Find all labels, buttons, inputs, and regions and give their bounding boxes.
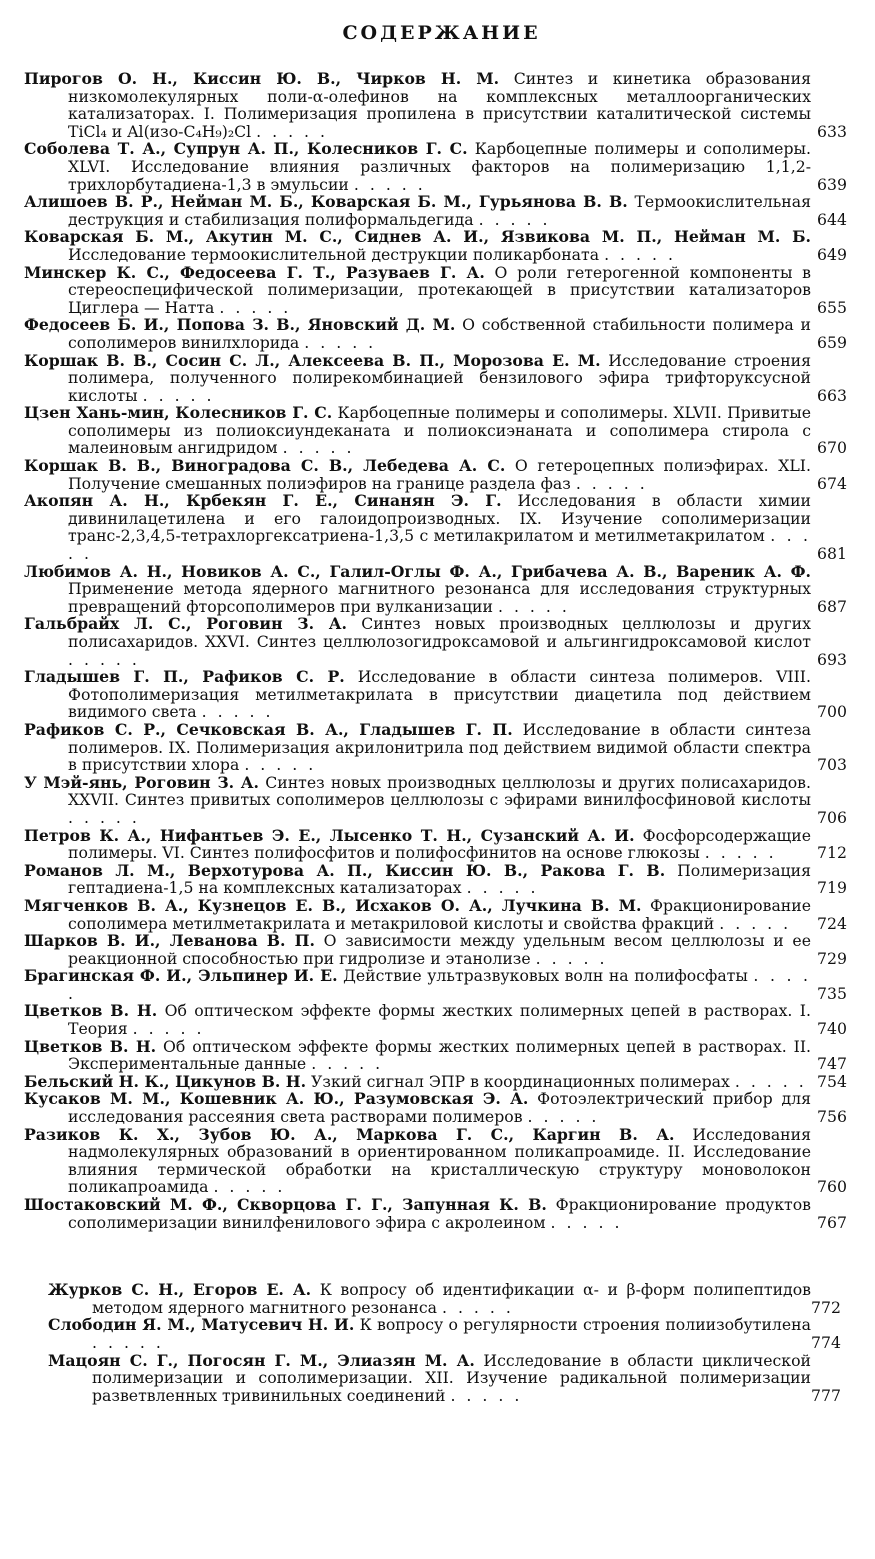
toc-leader-dots: . . . . . <box>68 526 811 564</box>
toc-entry-text <box>48 1352 811 1405</box>
toc-authors: Гальбрайх Л. С., Роговин З. А. <box>24 614 347 634</box>
toc-leader-dots: . . . . . <box>132 1019 205 1039</box>
toc-entry[interactable] <box>0 721 875 774</box>
toc-authors: Коварская Б. М., Акутин М. С., Сиднев А. И., Язвикова М. П., Нейман М. Б. <box>24 227 811 247</box>
toc-entry[interactable] <box>0 70 875 140</box>
toc-authors: У Мэй-янь, Роговин З. А. <box>24 772 260 792</box>
toc-article-title: Исследование в области синтеза полимеров. IX. Полимеризация акрилонитрила под действием видимой области спектра в присутствии хлора <box>68 719 811 775</box>
toc-leader-dots: . . . . . <box>201 702 274 722</box>
toc-article-title: Исследование строения полимера, полученного полирекомбинацией бензилового эфира трифторуксусной кислоты <box>68 350 811 405</box>
toc-page-number: 674 <box>817 473 847 493</box>
toc-entry[interactable] <box>0 1038 875 1073</box>
toc-entry[interactable] <box>0 140 875 193</box>
toc-entry-text <box>24 862 811 897</box>
toc-page-number: 712 <box>817 843 847 863</box>
toc-page-number: 767 <box>817 1212 847 1232</box>
toc-authors: Петров К. А., Нифантьев Э. Е., Лысенко Т. Н., Сузанский А. И. <box>24 825 635 845</box>
toc-authors: Бельский Н. К., Цикунов В. Н. <box>24 1071 307 1091</box>
toc-article-title: О зависимости между удельным весом целлюлозы и ее реакционной способностью при гидролизе и этанолизе <box>68 931 811 968</box>
toc-entry[interactable] <box>0 932 875 967</box>
toc-entry[interactable] <box>0 1073 875 1091</box>
toc-authors: Разиков К. Х., Зубов Ю. А., Маркова Г. С., Каргин В. А. <box>24 1124 675 1144</box>
toc-page-number: 774 <box>811 1332 841 1352</box>
toc-entry[interactable] <box>0 1316 875 1351</box>
toc-authors: Цветков В. Н. <box>24 1001 158 1021</box>
toc-entry-text <box>48 1316 811 1351</box>
toc-entry-text <box>48 1281 811 1316</box>
toc-entry[interactable] <box>0 1090 875 1125</box>
toc-entry-text <box>24 721 811 774</box>
toc-entry[interactable] <box>0 264 875 317</box>
toc-page-number: 706 <box>817 807 847 827</box>
toc-entry[interactable] <box>0 316 875 351</box>
toc-entry-text <box>24 404 811 457</box>
toc-page-number: 681 <box>817 544 847 564</box>
toc-leader-dots: . . . . . <box>575 473 648 493</box>
toc-leader-dots: . . . . . <box>466 878 539 898</box>
toc-page-number: 644 <box>817 209 847 229</box>
toc-article-title: О роли гетерогенной компоненты в стереоспецифической полимеризации, протекающей в присутствии катализаторов Циглера — Натта <box>68 262 812 317</box>
toc-leader-dots: . . . . . <box>450 1385 523 1405</box>
toc-leader-dots: . . . . . <box>219 297 292 317</box>
toc-page-number: 754 <box>817 1071 847 1091</box>
toc-page-number: 703 <box>817 755 847 775</box>
toc-entry[interactable] <box>0 228 875 263</box>
toc-leader-dots: . . . . . <box>213 1177 286 1197</box>
toc-authors: Алишоев В. Р., Нейман М. Б., Коварская Б. М., Гурьянова В. В. <box>24 192 628 212</box>
toc-page-number: 670 <box>817 438 847 458</box>
toc-authors: Коршак В. В., Сосин С. Л., Алексеева В. П., Морозова Е. М. <box>24 350 601 370</box>
toc-page-number: 756 <box>817 1107 847 1127</box>
toc-authors: Рафиков С. Р., Сечковская В. А., Гладышев Г. П. <box>24 719 513 739</box>
toc-authors: Акопян А. Н., Крбекян Г. Е., Синанян Э. Г. <box>24 491 502 511</box>
toc-article-title: Фракционирование сополимера метилметакрилата и метакриловой кислоты и свойства фракций <box>68 895 811 933</box>
toc-article-title: О собственной стабильности полимера и сополимеров винилхлорида <box>68 315 811 352</box>
toc-entry-text <box>24 827 811 862</box>
toc-article-title: Синтез новых производных целлюлозы и других полисахаридов. XXVII. Синтез привитых сополимеров целлюлозы с эфирами винилфосфиновой кислоты <box>68 772 811 810</box>
toc-leader-dots: . . . . . <box>142 385 215 405</box>
toc-article-title: Синтез и кинетика образования низкомолекулярных поли-α-олефинов на комплексных металлоорганических катализаторах. I. Полимеризация пропилена в присутствии каталитической системы TiCl₄ и Al(изо-C₄H₉)₂Cl <box>68 69 811 141</box>
toc-entry-text <box>24 1126 811 1196</box>
toc-article-title: Об оптическом эффекте формы жестких полимерных цепей в растворах. I. Теория <box>68 1001 811 1039</box>
toc-leader-dots: . . . . . <box>604 244 676 264</box>
toc-authors: Любимов А. Н., Новиков А. С., Галил-Оглы Ф. А., Грибачева А. В., Вареник А. Ф. <box>24 561 811 581</box>
toc-entry-text <box>24 774 811 827</box>
toc-entry-text <box>24 563 811 616</box>
toc-authors: Мягченков В. А., Кузнецов Е. В., Исхаков О. А., Лучкина В. М. <box>24 895 642 915</box>
toc-article-title: Исследование термоокислительной деструкции поликарбоната <box>68 244 600 264</box>
toc-entry-text <box>24 615 811 668</box>
toc-article-title: Фосфорсодержащие полимеры. VI. Синтез полифосфитов и полифосфинитов на основе глюкозы <box>68 825 811 863</box>
toc-leader-dots: . . . . . <box>304 332 377 352</box>
toc-authors: Цветков В. Н. <box>24 1036 157 1056</box>
toc-entry[interactable] <box>0 563 875 616</box>
toc-leader-dots: . . . . . <box>244 755 317 775</box>
toc-page-number: 687 <box>817 596 847 616</box>
toc-entry[interactable] <box>0 1126 875 1196</box>
toc-entry-text <box>24 1090 811 1125</box>
toc-leader-dots: . . . . . <box>68 966 812 1003</box>
toc-entry-text <box>24 140 811 193</box>
toc-page-number: 633 <box>817 121 847 141</box>
toc-leader-dots: . . . . . <box>704 843 777 863</box>
toc-authors: Минскер К. С., Федосеева Г. Т., Разуваев Г. А. <box>24 262 485 282</box>
toc-entry-text <box>24 70 811 140</box>
toc-page-number: 700 <box>817 702 847 722</box>
toc-page-number: 760 <box>817 1177 847 1197</box>
toc-authors: Мацоян С. Г., Погосян Г. М., Элиазян М. А. <box>48 1350 475 1370</box>
toc-article-title: Фотоэлектрический прибор для исследования рассеяния света растворами полимеров <box>68 1089 811 1127</box>
toc-article-title: Исследование в области циклической полимеризации и сополимеризации. XII. Изучение радикальной полимеризации разветвленных тривинильных соединений <box>92 1350 811 1405</box>
toc-authors: Брагинская Ф. И., Эльпинер И. Е. <box>24 966 338 986</box>
toc-leader-dots: . . . . . <box>497 596 570 616</box>
toc-page-number: 772 <box>811 1297 841 1317</box>
toc-entry[interactable] <box>0 862 875 897</box>
toc-authors: Шостаковский М. Ф., Скворцова Г. Г., Запунная К. В. <box>24 1195 547 1214</box>
toc-article-title: Узкий сигнал ЭПР в координационных полимерах <box>311 1071 730 1091</box>
toc-entry-text <box>24 316 811 351</box>
toc-entry[interactable] <box>0 668 875 721</box>
toc-page-number: 659 <box>817 332 847 352</box>
toc-entry[interactable] <box>0 1352 875 1405</box>
toc-article-title: Карбоцепные полимеры и сополимеры. XLVI. Исследование влияния различных факторов на полимеризацию 1,1,2-трихлорбутадиена-1,3 в эмульсии <box>68 139 811 194</box>
toc-page-number: 655 <box>817 297 847 317</box>
toc-leader-dots: . . . . . <box>734 1071 807 1091</box>
toc-article-title: Синтез новых производных целлюлозы и других полисахаридов. XXVI. Синтез целлюлозогидроксамовой и альгингидроксамовой кислот <box>68 614 811 651</box>
toc-entry-text <box>24 1002 811 1037</box>
toc-entry-text <box>24 967 811 1002</box>
toc-article-title: Об оптическом эффекте формы жестких полимерных цепей в растворах. II. Экспериментальные данные <box>68 1036 811 1074</box>
toc-entry[interactable] <box>0 1281 875 1316</box>
page-title: СОДЕРЖАНИЕ <box>342 22 541 44</box>
toc-entry-text <box>24 352 811 405</box>
toc-entry[interactable] <box>0 404 875 457</box>
toc-entry-text <box>24 228 811 263</box>
toc-page-number: 724 <box>817 913 847 933</box>
toc-authors: Гладышев Г. П., Рафиков С. Р. <box>24 667 345 687</box>
toc-authors: Кусаков М. М., Кошевник А. Ю., Разумовская Э. А. <box>24 1089 529 1109</box>
toc-entry-text <box>24 1038 811 1073</box>
toc-leader-dots: . . . . . <box>68 807 140 827</box>
toc-entry[interactable] <box>0 457 875 492</box>
toc-leader-dots: . . . . . <box>311 1054 384 1074</box>
toc-authors: Слободин Я. М., Матусевич Н. И. <box>48 1315 355 1335</box>
toc-entry[interactable] <box>0 897 875 932</box>
toc-entry[interactable] <box>0 492 875 562</box>
toc-article-title: Карбоцепные полимеры и сополимеры. XLVII. Привитые сополимеры из полиоксиундеканата и полиоксиэнаната и сополимера стирола с малеиновым ангидридом <box>68 403 811 458</box>
toc-authors: Федосеев Б. И., Попова З. В., Яновский Д. М. <box>24 315 456 335</box>
toc-entry[interactable] <box>0 615 875 668</box>
toc-entry[interactable] <box>0 827 875 862</box>
toc-page-number: 735 <box>817 983 847 1003</box>
toc-article-title: Исследования надмолекулярных образований в ориентированном поликапроамиде. II. Исследование влияния термической обработки на кристаллическую структуру моноволокон поликапроамида <box>68 1124 811 1197</box>
toc-entry-text <box>24 492 811 562</box>
toc-page-number: 740 <box>817 1019 847 1039</box>
toc-authors: Соболева Т. А., Супрун А. П., Колесников Г. С. <box>24 139 468 159</box>
toc-entry-text <box>24 457 811 492</box>
toc-article-title: К вопросу об идентификации α- и β-форм полипептидов методом ядерного магнитного резонанса <box>92 1280 811 1317</box>
toc-page-number: 719 <box>817 878 847 898</box>
toc-authors: Коршак В. В., Виноградова С. В., Лебедева А. С. <box>24 456 506 476</box>
toc-leader-dots: . . . . . <box>527 1107 600 1127</box>
toc-leader-dots: . . . . . <box>256 121 329 141</box>
toc-page-number: 747 <box>817 1054 847 1074</box>
toc-entry[interactable] <box>0 193 875 228</box>
toc-article-title: Фракционирование продуктов сополимеризации винилфенилового эфира с акролеином <box>68 1195 811 1232</box>
toc-entry-text <box>24 264 811 317</box>
toc-list <box>0 70 875 1231</box>
toc-entry-text <box>24 932 811 967</box>
toc-authors: Пирогов О. Н., Киссин Ю. В., Чирков Н. М. <box>24 69 500 88</box>
toc-article-title: Исследования в области химии дивинилацетилена и его галоидопроизводных. IX. Изучение сополимеризации транс-2,3,4,5-тетрахлоргексатриена-1,3,5 с метилакрилатом и метилметакрилатом <box>68 491 811 546</box>
toc-article-title: О гетероцепных полиэфирах. XLI. Получение смешанных полиэфиров на границе раздела фаз <box>68 456 811 493</box>
toc-leader-dots: . . . . . <box>92 1332 164 1352</box>
toc-entry[interactable] <box>0 1196 875 1231</box>
section-gap <box>0 1231 875 1281</box>
toc-leader-dots: . . . . . <box>478 209 551 229</box>
toc-page-number: 639 <box>817 174 847 194</box>
toc-entry-text <box>24 1196 811 1231</box>
toc-article-title: К вопросу о регулярности строения полиизобутилена <box>359 1315 811 1335</box>
toc-authors: Романов Л. М., Верхотурова А. П., Киссин Ю. В., Ракова Г. В. <box>24 860 666 880</box>
toc-article-title: Действие ультразвуковых волн на полифосфаты <box>343 966 748 986</box>
toc-leader-dots: . . . . . <box>550 1212 623 1232</box>
toc-entry-text <box>24 193 811 228</box>
toc-page-number: 693 <box>817 649 847 669</box>
toc-authors: Журков С. Н., Егоров Е. А. <box>48 1280 312 1300</box>
toc-article-title: Термоокислительная деструкция и стабилизация полиформальдегида <box>68 192 811 229</box>
toc-leader-dots: . . . . . <box>282 438 355 458</box>
toc-entry[interactable] <box>0 967 875 1002</box>
toc-list-extra <box>0 1281 875 1404</box>
toc-leader-dots: . . . . . <box>68 649 140 669</box>
toc-page-number: 663 <box>817 385 847 405</box>
toc-page-number: 649 <box>817 244 847 264</box>
toc-entry[interactable] <box>0 1002 875 1037</box>
toc-entry[interactable] <box>0 774 875 827</box>
toc-authors: Цзен Хань-мин, Колесников Г. С. <box>24 403 333 423</box>
toc-article-title: Исследование в области синтеза полимеров. VIII. Фотополимеризация метилметакрилата в присутствии диацетила под действием видимого света <box>68 667 811 722</box>
toc-article-title: Применение метода ядерного магнитного резонанса для исследования структурных превращений фторсополимеров при вулканизации <box>68 579 811 616</box>
toc-leader-dots: . . . . . <box>441 1297 514 1317</box>
toc-entry-text <box>24 1073 811 1091</box>
toc-leader-dots: . . . . . <box>719 913 792 933</box>
toc-entry[interactable] <box>0 352 875 405</box>
toc-authors: Шарков В. И., Леванова В. П. <box>24 931 315 951</box>
toc-page-number: 777 <box>811 1385 841 1405</box>
toc-article-title: Полимеризация гептадиена-1,5 на комплексных катализаторах <box>68 860 811 898</box>
toc-entry-text <box>24 668 811 721</box>
toc-entry-text <box>24 897 811 932</box>
toc-page-number: 729 <box>817 948 847 968</box>
toc-leader-dots: . . . . . <box>535 948 608 968</box>
toc-leader-dots: . . . . . <box>353 174 426 194</box>
